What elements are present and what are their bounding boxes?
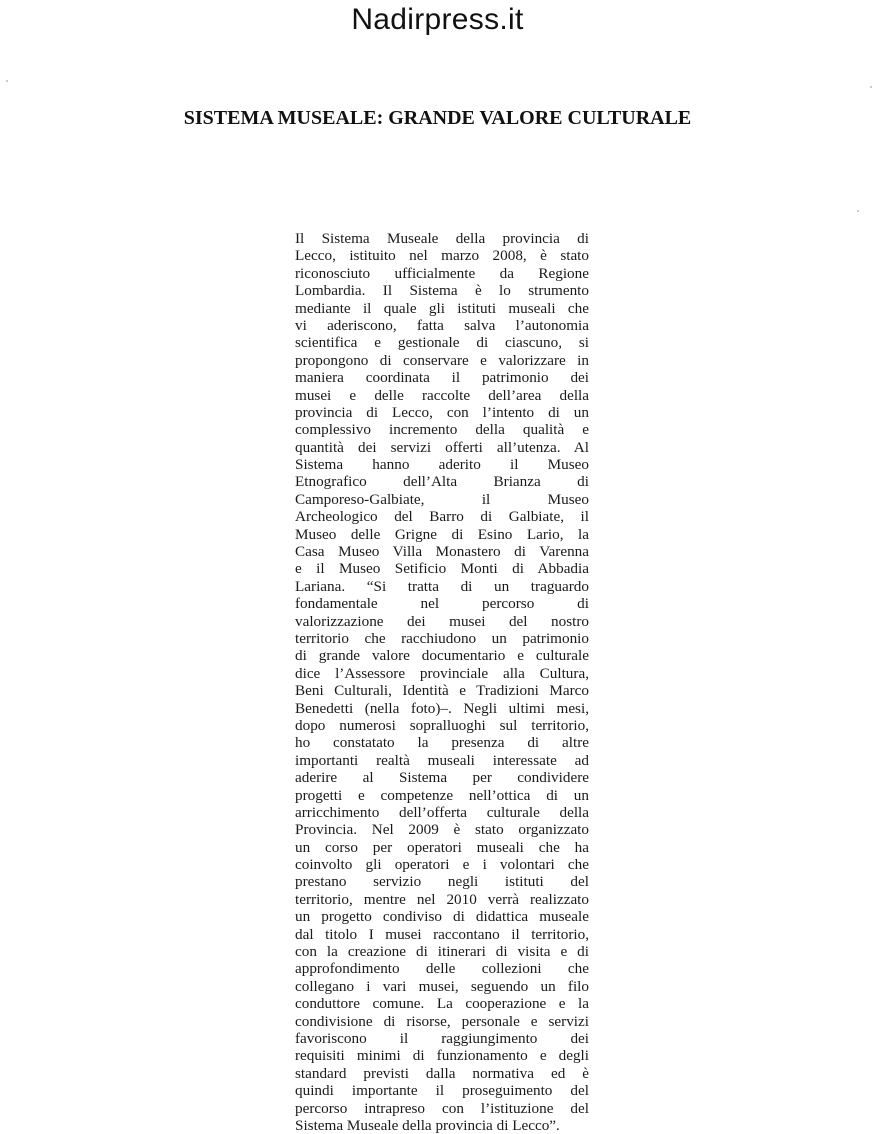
article-line: importanti realtà museali interessate ad [295, 751, 589, 769]
article-line: territorio, mentre nel 2010 verrà realizzato [295, 890, 589, 908]
article-line: progetti e competenze nell’ottica di un [295, 786, 589, 804]
article-line: Benedetti (nella foto)–. Negli ultimi mesi, [295, 699, 589, 717]
article-line: scientifica e gestionale di ciascuno, si [295, 334, 589, 352]
article-line: quindi importante il proseguimento del [295, 1082, 589, 1100]
article-line: Lombardia. Il Sistema è lo strumento [295, 282, 589, 300]
article-line: favoriscono il raggiungimento dei [295, 1029, 589, 1047]
article-line: riconosciuto ufficialmente da Regione [295, 264, 589, 282]
article-line: di grande valore documentario e culturale [295, 647, 589, 665]
article-line: maniera coordinata il patrimonio dei [295, 369, 589, 387]
site-name: Nadirpress.it [351, 3, 524, 36]
article-line: un progetto condiviso di didattica museale [295, 908, 589, 926]
scan-speck [870, 86, 872, 88]
article-line: provincia di Lecco, con l’intento di un [295, 403, 589, 421]
scan-speck [857, 210, 859, 212]
article-line: fondamentale nel percorso di [295, 595, 589, 613]
article-line: Sistema hanno aderito il Museo [295, 456, 589, 474]
article-line: standard previsti dalla normativa ed è [295, 1064, 589, 1082]
article-line: Casa Museo Villa Monastero di Varenna [295, 543, 589, 561]
article-line: prestano servizio negli istituti del [295, 873, 589, 891]
article-line: territorio che racchiudono un patrimonio [295, 629, 589, 647]
article-line: mediante il quale gli istituti museali che [295, 299, 589, 317]
article-line: arricchimento dell’offerta culturale della [295, 803, 589, 821]
article-line: conduttore comune. La cooperazione e la [295, 995, 589, 1013]
article-line: collegano i vari musei, seguendo un filo [295, 977, 589, 995]
scan-speck [6, 80, 8, 82]
article-line: Il Sistema Museale della provincia di [295, 230, 589, 247]
article-line: e il Museo Setificio Monti di Abbadia [295, 560, 589, 578]
article-line: dopo numerosi sopralluoghi sul territorio, [295, 716, 589, 734]
article-line: con la creazione di itinerari di visita e di [295, 943, 589, 961]
article-line: un corso per operatori museali che ha [295, 838, 589, 856]
article-line: ho constatato la presenza di altre [295, 734, 589, 752]
article-line: Provincia. Nel 2009 è stato organizzato [295, 821, 589, 839]
article-line: Lariana. “Si tratta di un traguardo [295, 577, 589, 595]
article-line: complessivo incremento della qualità e [295, 421, 589, 439]
article-line: coinvolto gli operatori e i volontari che [295, 856, 589, 874]
article-line: requisiti minimi di funzionamento e degli [295, 1047, 589, 1065]
article-line: valorizzazione dei musei del nostro [295, 612, 589, 630]
article-line: approfondimento delle collezioni che [295, 960, 589, 978]
article-line: condivisione di risorse, personale e servizi [295, 1012, 589, 1030]
article-line: dal titolo I musei raccontano il territorio, [295, 925, 589, 943]
article-line: quantità dei servizi offerti all’utenza. Al [295, 438, 589, 456]
article-line: aderire al Sistema per condividere [295, 769, 589, 787]
article-line: dice l’Assessore provinciale alla Cultura, [295, 664, 589, 682]
article-headline: SISTEMA MUSEALE: GRANDE VALORE CULTURALE [183, 107, 692, 129]
article-line: musei e delle raccolte dell’area della [295, 386, 589, 404]
article-line: percorso intrapreso con l’istituzione del [295, 1099, 589, 1117]
article-line: propongono di conservare e valorizzare in [295, 351, 589, 369]
article-line: Museo delle Grigne di Esino Lario, la [295, 525, 589, 543]
article-line: Camporeso-Galbiate, il Museo [295, 490, 589, 508]
article-line: Beni Culturali, Identità e Tradizioni Marco [295, 682, 589, 700]
article-line: Sistema Museale della provincia di Lecco”. [295, 1116, 560, 1134]
article-line: Etnografico dell’Alta Brianza di [295, 473, 589, 491]
article-body [295, 230, 589, 1134]
article-line: Archeologico del Barro di Galbiate, il [295, 508, 589, 526]
article-line: vi aderiscono, fatta salva l’autonomia [295, 316, 589, 334]
article-line: Lecco, istituito nel marzo 2008, è stato [295, 247, 589, 265]
